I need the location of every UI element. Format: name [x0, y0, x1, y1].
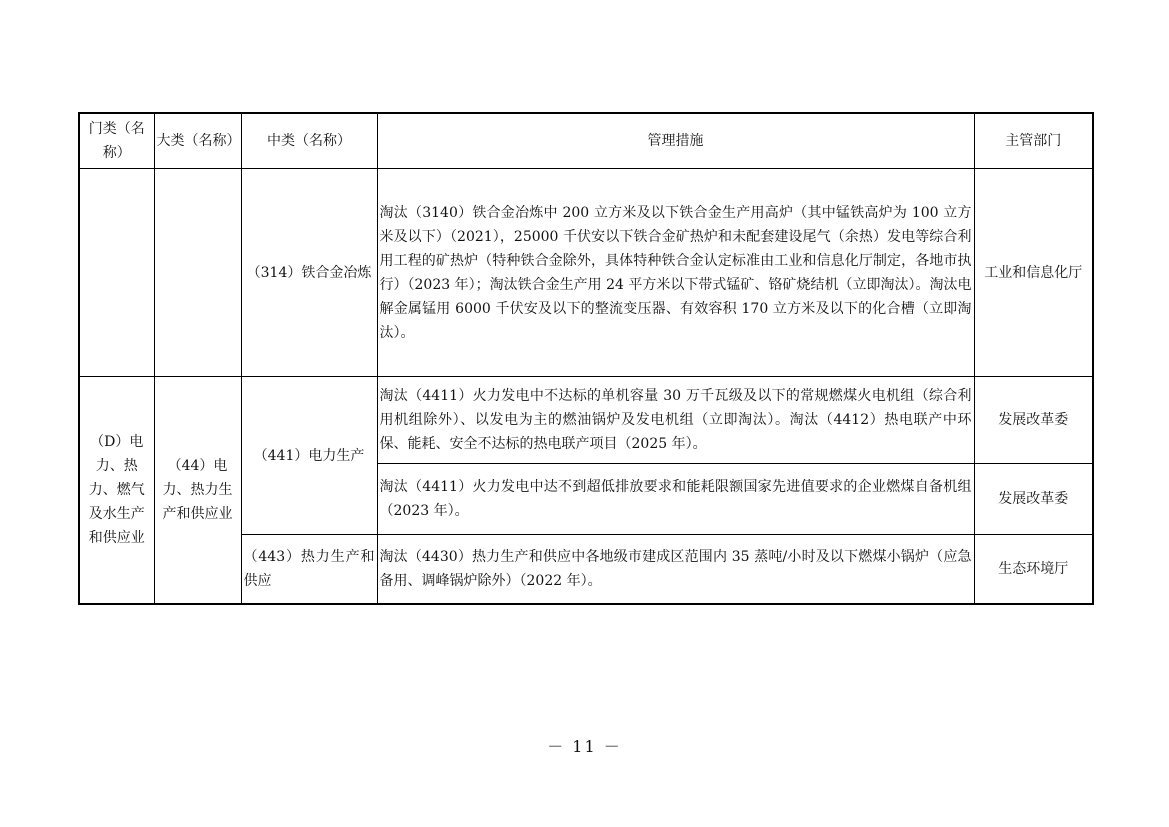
page-number: － 11 －: [547, 737, 622, 756]
header-measures: 管理措施: [377, 113, 974, 169]
header-category: 门类（名称）: [79, 113, 154, 169]
cell-major: （44）电力、热力生产和供应业: [154, 377, 241, 605]
table-row: [79, 377, 1093, 464]
header-department: 主管部门: [974, 113, 1093, 169]
regulation-table: [78, 112, 1094, 605]
cell-measures: 淘汰（3140）铁合金冶炼中 200 立方米及以下铁合金生产用高炉（其中锰铁高炉为 100 立方米及以下）（2021），25000 千伏安以下铁合金矿热炉和未配套建设尾气（余热）发电等综合利用工程的矿热炉（特种铁合金除外，具体特种铁合金认定标准由工业和信息化厅制定，各地市执行）（2023 年）；淘汰铁合金生产用 24 平方米以下带式锰矿、铬矿烧结机（立即淘汰）。淘汰电解金属锰用 6000 千伏安及以下的整流变压器、有效容积 170 立方米及以下的化合槽（立即淘汰）。: [377, 169, 974, 377]
cell-medium: （443）热力生产和供应: [241, 535, 377, 605]
header-major: 大类（名称）: [154, 113, 241, 169]
cell-department: 发展改革委: [974, 464, 1093, 535]
cell-department: 生态环境厅: [974, 535, 1093, 605]
header-medium: 中类（名称）: [241, 113, 377, 169]
table-header-row: [79, 113, 1093, 169]
cell-department: 工业和信息化厅: [974, 169, 1093, 377]
cell-measures: 淘汰（4430）热力生产和供应中各地级市建成区范围内 35 蒸吨/小时及以下燃煤小锅炉（应急备用、调峰锅炉除外）（2022 年）。: [377, 535, 974, 605]
cell-category: [79, 169, 154, 377]
cell-department: 发展改革委: [974, 377, 1093, 464]
cell-measures: 淘汰（4411）火力发电中达不到超低排放要求和能耗限额国家先进值要求的企业燃煤自备机组（2023 年）。: [377, 464, 974, 535]
cell-measures: 淘汰（4411）火力发电中不达标的单机容量 30 万千瓦级及以下的常规燃煤火电机组（综合利用机组除外）、以发电为主的燃油锅炉及发电机组（立即淘汰）。淘汰（4412）热电联产中环保、能耗、安全不达标的热电联产项目（2025 年）。: [377, 377, 974, 464]
cell-category: （D）电力、热力、燃气及水生产和供应业: [79, 377, 154, 605]
cell-medium: （441）电力生产: [241, 377, 377, 535]
table-row: [79, 169, 1093, 377]
cell-major: [154, 169, 241, 377]
cell-medium: （314）铁合金冶炼: [241, 169, 377, 377]
